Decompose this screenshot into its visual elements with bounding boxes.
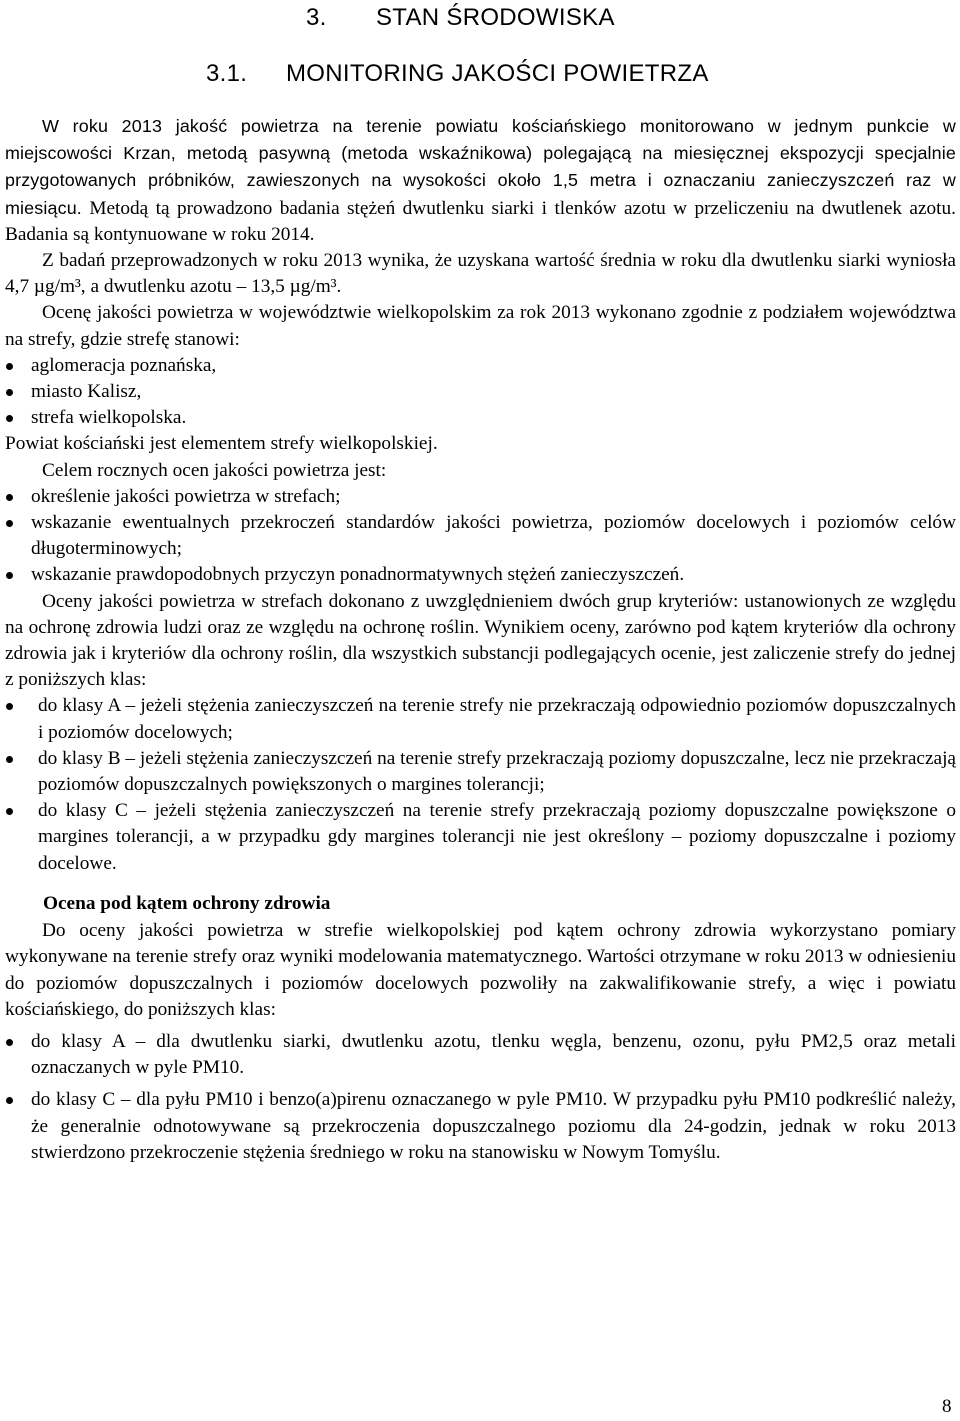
list-item: [5, 798, 956, 877]
paragraph-monitoring-part1: W roku 2013 jakość powietrza na terenie powiatu kościańskiego monitorowano w jednym punkcie w miejscowości Krzan, metodą pasywną (metoda wskaźnikowa) polegającą na miesięcznej ekspozycji specjalnie przygotowanych próbników, zawieszonych na wysokości około 1,5 metra i oznaczaniu zanieczyszczeń raz w miesiącu.: [5, 116, 956, 218]
list-item: [5, 1029, 956, 1081]
list-item-text: wskazanie ewentualnych przekroczeń standardów jakości powietrza, poziomów docelowych i poziomów celów długoterminowych;: [31, 512, 956, 560]
list-item-text: do klasy C – jeżeli stężenia zanieczyszczeń na terenie strefy przekraczają poziomy dopuszczalne powiększone o margines tolerancji, a w przypadku gdy margines tolerancji nie jest określony – poziomy dopuszczalne i poziomy docelowe.: [38, 800, 956, 874]
list-item: [5, 510, 956, 562]
list-item-text: określenie jakości powietrza w strefach;: [31, 485, 341, 507]
chapter-number: 3.: [306, 4, 327, 31]
zones-list: [5, 353, 956, 432]
bullet-icon: [6, 520, 13, 527]
bullet-icon: [6, 1097, 13, 1104]
list-item: [5, 1087, 956, 1166]
classes-list: [5, 693, 956, 876]
bullet-icon: [6, 494, 13, 501]
bullet-icon: [6, 808, 13, 815]
list-item: [5, 746, 956, 798]
section-number: 3.1.: [206, 60, 248, 87]
paragraph-zones-intro: Ocenę jakości powietrza w województwie wielkopolskim za rok 2013 wykonano zgodnie z podziałem województwa na strefy, gdzie strefę stanowi:: [5, 302, 956, 350]
bullet-icon: [6, 756, 13, 763]
paragraph-powiat: Powiat kościański jest elementem strefy wielkopolskiej.: [5, 433, 438, 455]
page-number: 8: [942, 1396, 952, 1417]
subsection-heading: Ocena pod kątem ochrony zdrowia: [43, 892, 331, 914]
list-item-text: wskazanie prawdopodobnych przyczyn ponadnormatywnych stężeń zanieczyszczeń.: [31, 564, 685, 586]
section-heading: [206, 59, 709, 89]
list-item-text: aglomeracja poznańska,: [31, 354, 217, 376]
list-item: [5, 693, 956, 745]
list-item-text: do klasy C – dla pyłu PM10 i benzo(a)pirenu oznaczanego w pyle PM10. W przypadku pyłu PM10 podkreślić należy, że generalnie odnotowywane są przekroczenia dopuszczalnego poziomu dla 24-godzin, jednak w roku 2013 stwierdzono przekroczenie stężenia średniego w roku na stanowisku w Nowym Tomyślu.: [31, 1089, 956, 1163]
document-body: [5, 113, 956, 1166]
list-item-text: miasto Kalisz,: [31, 381, 142, 403]
bullet-icon: [6, 703, 13, 710]
bullet-icon: [6, 415, 13, 422]
bullet-icon: [6, 389, 13, 396]
paragraph-criteria: Oceny jakości powietrza w strefach dokonano z uwzględnieniem dwóch grup kryteriów: ustanowionych ze względu na ochronę zdrowia ludzi oraz ze względu na ochronę roślin. Wynikiem oceny, zarówno pod kątem kryteriów dla ochrony zdrowia jak i kryteriów dla ochrony roślin, dla wszystkich substancji podlegających ocenie, jest zaliczenie strefy do jednej z poniższych klas:: [5, 590, 956, 691]
goals-list: [5, 484, 956, 589]
paragraph-results: Z badań przeprowadzonych w roku 2013 wynika, że uzyskana wartość średnia w roku dla dwutlenku siarki wyniosła 4,7 µg/m³, a dwutlenku azotu – 13,5 µg/m³.: [5, 250, 956, 298]
bullet-icon: [6, 572, 13, 579]
list-item: [5, 484, 956, 510]
section-title: MONITORING JAKOŚCI POWIETRZA: [286, 60, 709, 87]
chapter-title: STAN ŚRODOWISKA: [376, 4, 615, 31]
list-item: [5, 562, 956, 588]
bullet-icon: [6, 1039, 13, 1046]
list-item-text: do klasy B – jeżeli stężenia zanieczyszczeń na terenie strefy przekraczają poziomy dopuszczalne, lecz nie przekraczają poziomów dopuszczalnych powiększonych o margines tolerancji;: [38, 747, 956, 796]
list-item-text: strefa wielkopolska.: [31, 407, 187, 429]
paragraph-goals-intro: Celem rocznych ocen jakości powietrza jest:: [42, 459, 387, 481]
list-item-text: do klasy A – jeżeli stężenia zanieczyszczeń na terenie strefy nie przekraczają odpowiednio poziomów dopuszczalnych i poziomów docelowych;: [38, 695, 956, 743]
chapter-heading: [306, 3, 615, 33]
list-item: [5, 379, 956, 405]
paragraph-monitoring: [5, 113, 956, 248]
list-item: [5, 353, 956, 379]
health-classes-list: [5, 1029, 956, 1166]
list-item-text: do klasy A – dla dwutlenku siarki, dwutlenku azotu, tlenku węgla, benzenu, ozonu, pyłu PM2,5 oraz metali oznaczanych w pyle PM10.: [31, 1030, 956, 1079]
list-item: [5, 405, 956, 431]
paragraph-monitoring-part2: Metodą tą prowadzono badania stężeń dwutlenku siarki i tlenków azotu w przeliczeniu na dwutlenek azotu. Badania są kontynuowane w roku 2014.: [5, 197, 956, 245]
paragraph-health-assessment: Do oceny jakości powietrza w strefie wielkopolskiej pod kątem ochrony zdrowia wykorzystano pomiary wykonywane na terenie strefy oraz wyniki modelowania matematycznego. Wartości otrzymane w roku 2013 w odniesieniu do poziomów dopuszczalnych i poziomów docelowych pozwoliły na zakwalifikowanie strefy, a więc i powiatu kościańskiego, do poniższych klas:: [5, 920, 956, 1020]
bullet-icon: [6, 363, 13, 370]
